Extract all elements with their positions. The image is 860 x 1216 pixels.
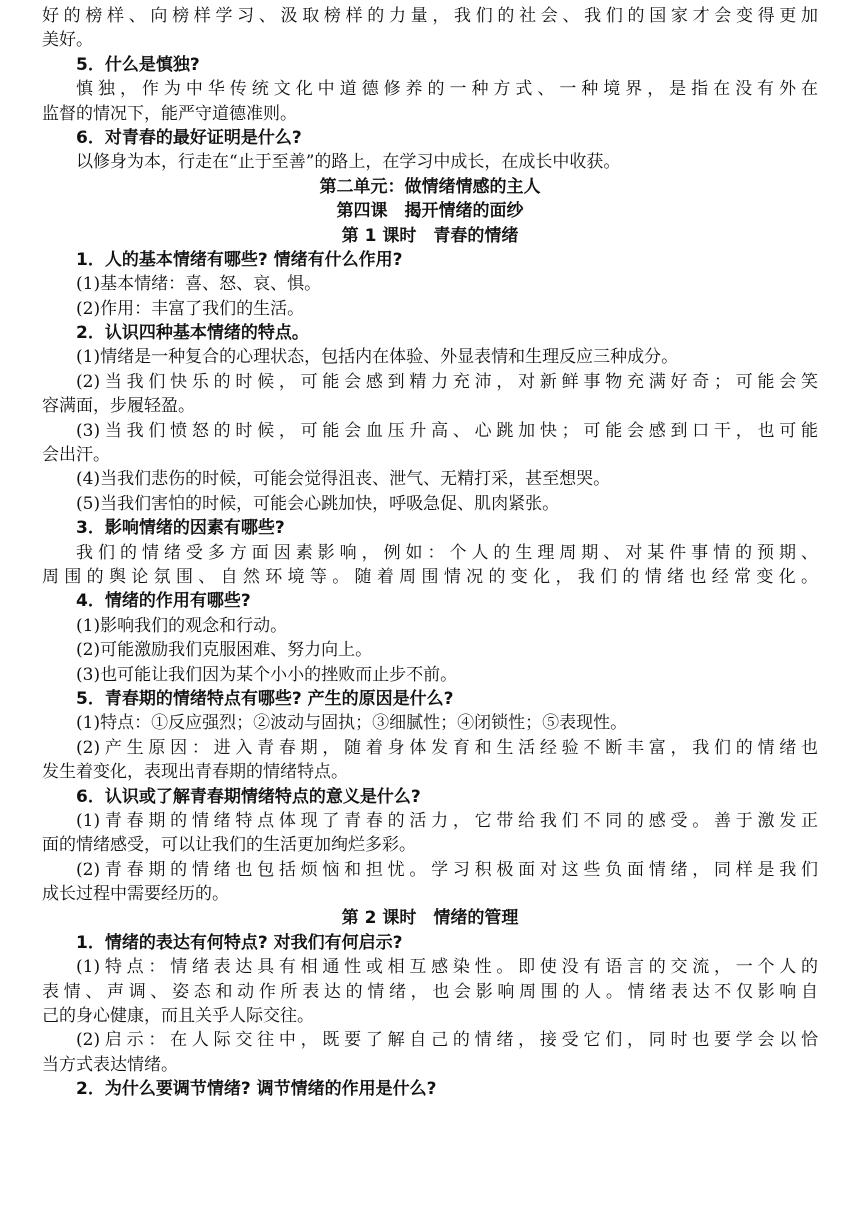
text-line: (3)也可能让我们因为某个小小的挫败而止步不前。: [76, 664, 458, 685]
text-line: (1)基本情绪：喜、怒、哀、惧。: [76, 274, 322, 295]
text-line: (3)当我们愤怒的时候，可能会血压升高、心跳加快；可能会感到口干，也可能: [76, 420, 818, 441]
text-line: 面的情绪感受，可以让我们的生活更加绚烂多彩。: [42, 835, 416, 856]
question-heading: 2．为什么要调节情绪? 调节情绪的作用是什么?: [76, 1079, 437, 1100]
text-line: 表情、声调、姿态和动作所表达的情绪，也会影响周围的人。情绪表达不仅影响自: [42, 981, 818, 1002]
text-line: 成长过程中需要经历的。: [42, 884, 229, 905]
section-heading: 第 2 课时 情绪的管理: [341, 908, 519, 929]
question-heading: 2．认识四种基本情绪的特点。: [76, 323, 309, 344]
text-line: 好的榜样、向榜样学习、汲取榜样的力量，我们的社会、我们的国家才会变得更加: [42, 6, 818, 26]
text-line: 会出汗。: [42, 445, 110, 466]
text-line: (2)作用：丰富了我们的生活。: [76, 298, 305, 319]
text-line: (2)启示：在人际交往中，既要了解自己的情绪，接受它们，同时也要学会以恰: [76, 1030, 818, 1051]
question-heading: 5．什么是慎独?: [76, 54, 200, 75]
text-line: 监督的情况下，能严守道德准则。: [42, 103, 297, 124]
text-line: 发生着变化，表现出青春期的情绪特点。: [42, 762, 348, 783]
question-heading: 6．认识或了解青春期情绪特点的意义是什么?: [76, 786, 421, 807]
text-line: (2)当我们快乐的时候，可能会感到精力充沛，对新鲜事物充满好奇；可能会笑: [76, 371, 818, 392]
text-line: (2)产生原因：进入青春期，随着身体发育和生活经验不断丰富，我们的情绪也: [76, 737, 818, 758]
text-line: (2)可能激励我们克服困难、努力向上。: [76, 640, 373, 661]
question-heading: 6．对青春的最好证明是什么?: [76, 127, 302, 148]
text-line: (2)青春期的情绪也包括烦恼和担忧。学习积极面对这些负面情绪，同样是我们: [76, 859, 818, 880]
section-heading: 第四课 揭开情绪的面纱: [336, 201, 524, 222]
text-line: (1)情绪是一种复合的心理状态，包括内在体验、外显表情和生理反应三种成分。: [76, 347, 679, 368]
question-heading: 1．人的基本情绪有哪些? 情绪有什么作用?: [76, 249, 403, 270]
section-heading: 第 1 课时 青春的情绪: [341, 225, 519, 246]
text-line: 周围的舆论氛围、自然环境等。随着周围情况的变化，我们的情绪也经常变化。: [42, 566, 818, 587]
text-line: (1)影响我们的观念和行动。: [76, 615, 288, 636]
section-heading: 第二单元：做情绪情感的主人: [319, 176, 541, 197]
text-line: (1)青春期的情绪特点体现了青春的活力，它带给我们不同的感受。善于激发正: [76, 810, 818, 831]
text-line: 我们的情绪受多方面因素影响，例如：个人的生理周期、对某件事情的预期、: [76, 542, 818, 563]
question-heading: 5．青春期的情绪特点有哪些? 产生的原因是什么?: [76, 688, 454, 709]
document-page: [42, 4, 818, 1102]
text-line: (1)特点：①反应强烈；②波动与固执；③细腻性；④闭锁性；⑤表现性。: [76, 713, 628, 734]
question-heading: 1．情绪的表达有何特点? 对我们有何启示?: [76, 932, 403, 953]
text-line: 己的身心健康，而且关乎人际交往。: [42, 1006, 314, 1027]
text-line: (1)特点：情绪表达具有相通性或相互感染性。即使没有语言的交流，一个人的: [76, 957, 818, 978]
text-line: (5)当我们害怕的时候，可能会心跳加快，呼吸急促、肌肉紧张。: [76, 493, 560, 514]
question-heading: 4．情绪的作用有哪些?: [76, 591, 251, 612]
text-line: 慎独，作为中华传统文化中道德修养的一种方式、一种境界，是指在没有外在: [76, 79, 818, 100]
text-line: (4)当我们悲伤的时候，可能会觉得沮丧、泄气、无精打采，甚至想哭。: [76, 469, 611, 490]
text-line: 当方式表达情绪。: [42, 1054, 178, 1075]
question-heading: 3．影响情绪的因素有哪些?: [76, 518, 285, 539]
text-line: 美好。: [42, 30, 93, 51]
text-line: 以修身为本，行走在“止于至善”的路上，在学习中成长，在成长中收获。: [76, 152, 621, 173]
text-line: 容满面，步履轻盈。: [42, 396, 195, 417]
